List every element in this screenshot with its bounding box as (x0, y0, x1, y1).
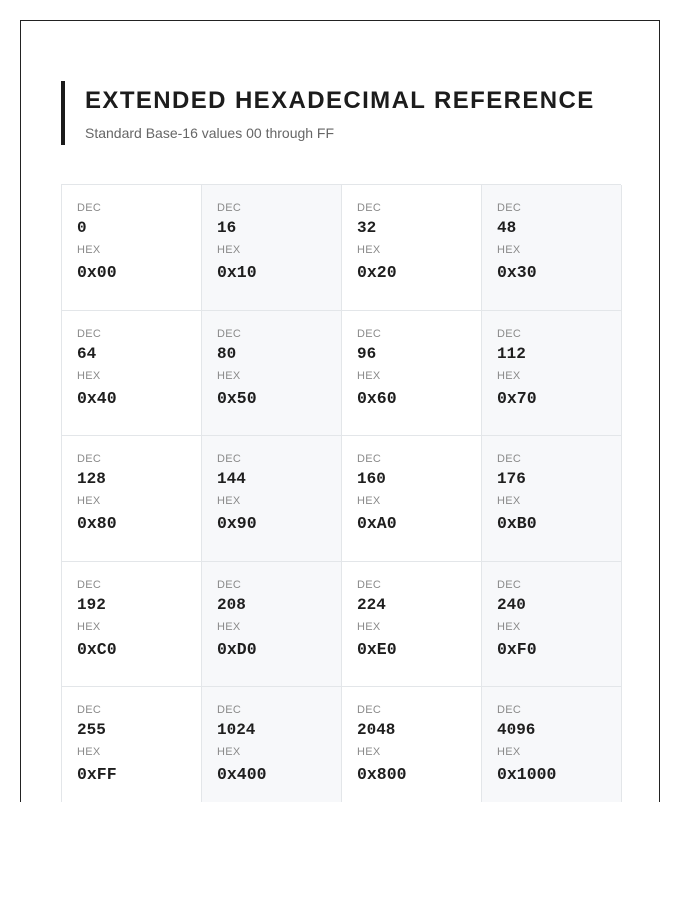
hex-value: 0x50 (217, 388, 257, 408)
hex-label: HEX (497, 746, 521, 758)
hex-value: 0x80 (77, 514, 117, 533)
dec-label: DEC (497, 327, 522, 340)
hex-entry-cell (62, 311, 202, 437)
hex-value: 0x40 (77, 388, 117, 408)
hex-entry-cell (342, 562, 482, 688)
hex-label: HEX (217, 495, 241, 507)
dec-value: 112 (497, 344, 526, 363)
hex-label: HEX (357, 746, 381, 758)
dec-value: 255 (77, 721, 106, 739)
dec-value: 192 (77, 595, 106, 614)
dec-label: DEC (217, 202, 242, 214)
hex-entry-cell (62, 185, 202, 311)
hex-entry-cell (202, 562, 342, 688)
hex-entry-cell (482, 185, 622, 311)
hex-label: HEX (217, 244, 241, 256)
hex-entry-cell (482, 687, 622, 802)
hex-label: HEX (217, 620, 241, 633)
hex-entry-cell (202, 185, 342, 311)
dec-label: DEC (357, 578, 382, 591)
hex-value: 0x10 (217, 263, 257, 282)
hex-value: 0xFF (77, 765, 117, 784)
page-title: EXTENDED HEXADECIMAL REFERENCE (85, 87, 595, 114)
dec-value: 48 (497, 219, 517, 237)
hex-value: 0x800 (357, 765, 407, 784)
dec-label: DEC (357, 704, 382, 716)
hex-value: 0x70 (497, 388, 537, 408)
hex-value: 0x30 (497, 263, 537, 282)
hex-entry-cell (62, 436, 202, 562)
hex-label: HEX (77, 620, 101, 633)
hex-entry-cell (342, 436, 482, 562)
dec-value: 208 (217, 595, 246, 614)
hex-label: HEX (77, 244, 101, 256)
dec-label: DEC (217, 578, 242, 591)
hex-value: 0xB0 (497, 514, 537, 533)
hex-value: 0x400 (217, 765, 267, 784)
dec-label: DEC (77, 327, 102, 340)
hex-label: HEX (357, 369, 381, 382)
dec-label: DEC (497, 578, 522, 591)
hex-entry-cell (482, 436, 622, 562)
dec-value: 224 (357, 595, 386, 614)
hex-entry-cell (62, 687, 202, 802)
hex-entry-cell (202, 311, 342, 437)
dec-label: DEC (217, 327, 242, 340)
dec-value: 16 (217, 219, 237, 237)
dec-label: DEC (357, 327, 382, 340)
dec-value: 80 (217, 344, 237, 363)
dec-label: DEC (77, 704, 102, 716)
hex-entry-cell (62, 562, 202, 688)
dec-label: DEC (217, 453, 242, 465)
hex-label: HEX (497, 620, 521, 633)
dec-label: DEC (357, 202, 382, 214)
reference-page (20, 20, 660, 802)
dec-value: 1024 (217, 721, 256, 739)
dec-label: DEC (357, 453, 382, 465)
hex-value: 0x60 (357, 388, 397, 408)
dec-value: 176 (497, 470, 526, 488)
hex-entry-cell (342, 311, 482, 437)
hex-label: HEX (357, 244, 381, 256)
dec-value: 0 (77, 219, 87, 237)
page-header (61, 81, 595, 145)
dec-value: 160 (357, 470, 386, 488)
dec-value: 4096 (497, 721, 536, 739)
hex-label: HEX (77, 369, 101, 382)
hex-label: HEX (77, 495, 101, 507)
hex-entry-cell (482, 311, 622, 437)
hex-label: HEX (77, 746, 101, 758)
hex-label: HEX (217, 746, 241, 758)
dec-label: DEC (77, 453, 102, 465)
dec-label: DEC (497, 453, 522, 465)
hex-label: HEX (497, 244, 521, 256)
hex-label: HEX (357, 620, 381, 633)
dec-label: DEC (77, 202, 102, 214)
hex-value: 0xD0 (217, 639, 257, 659)
hex-label: HEX (497, 495, 521, 507)
dec-value: 128 (77, 470, 106, 488)
dec-value: 64 (77, 344, 97, 363)
hex-entry-cell (202, 436, 342, 562)
hex-value: 0xC0 (77, 639, 117, 659)
hex-entry-cell (202, 687, 342, 802)
dec-value: 144 (217, 470, 246, 488)
hex-entry-cell (342, 185, 482, 311)
hex-value: 0x90 (217, 514, 257, 533)
page-subtitle: Standard Base-16 values 00 through FF (85, 125, 335, 141)
dec-value: 32 (357, 219, 377, 237)
hex-value: 0x1000 (497, 765, 557, 784)
hex-value: 0xA0 (357, 514, 397, 533)
hex-value: 0xE0 (357, 639, 397, 659)
dec-value: 240 (497, 595, 526, 614)
dec-value: 2048 (357, 721, 396, 739)
hex-entry-cell (342, 687, 482, 802)
dec-value: 96 (357, 344, 377, 363)
hex-value: 0x20 (357, 263, 397, 282)
dec-label: DEC (497, 202, 522, 214)
hex-label: HEX (357, 495, 381, 507)
dec-label: DEC (217, 704, 242, 716)
hex-entry-cell (482, 562, 622, 688)
dec-label: DEC (77, 578, 102, 591)
hex-value: 0x00 (77, 263, 117, 282)
dec-label: DEC (497, 704, 522, 716)
hex-label: HEX (217, 369, 241, 382)
hex-reference-grid (61, 184, 621, 802)
hex-value: 0xF0 (497, 639, 537, 659)
hex-label: HEX (497, 369, 521, 382)
